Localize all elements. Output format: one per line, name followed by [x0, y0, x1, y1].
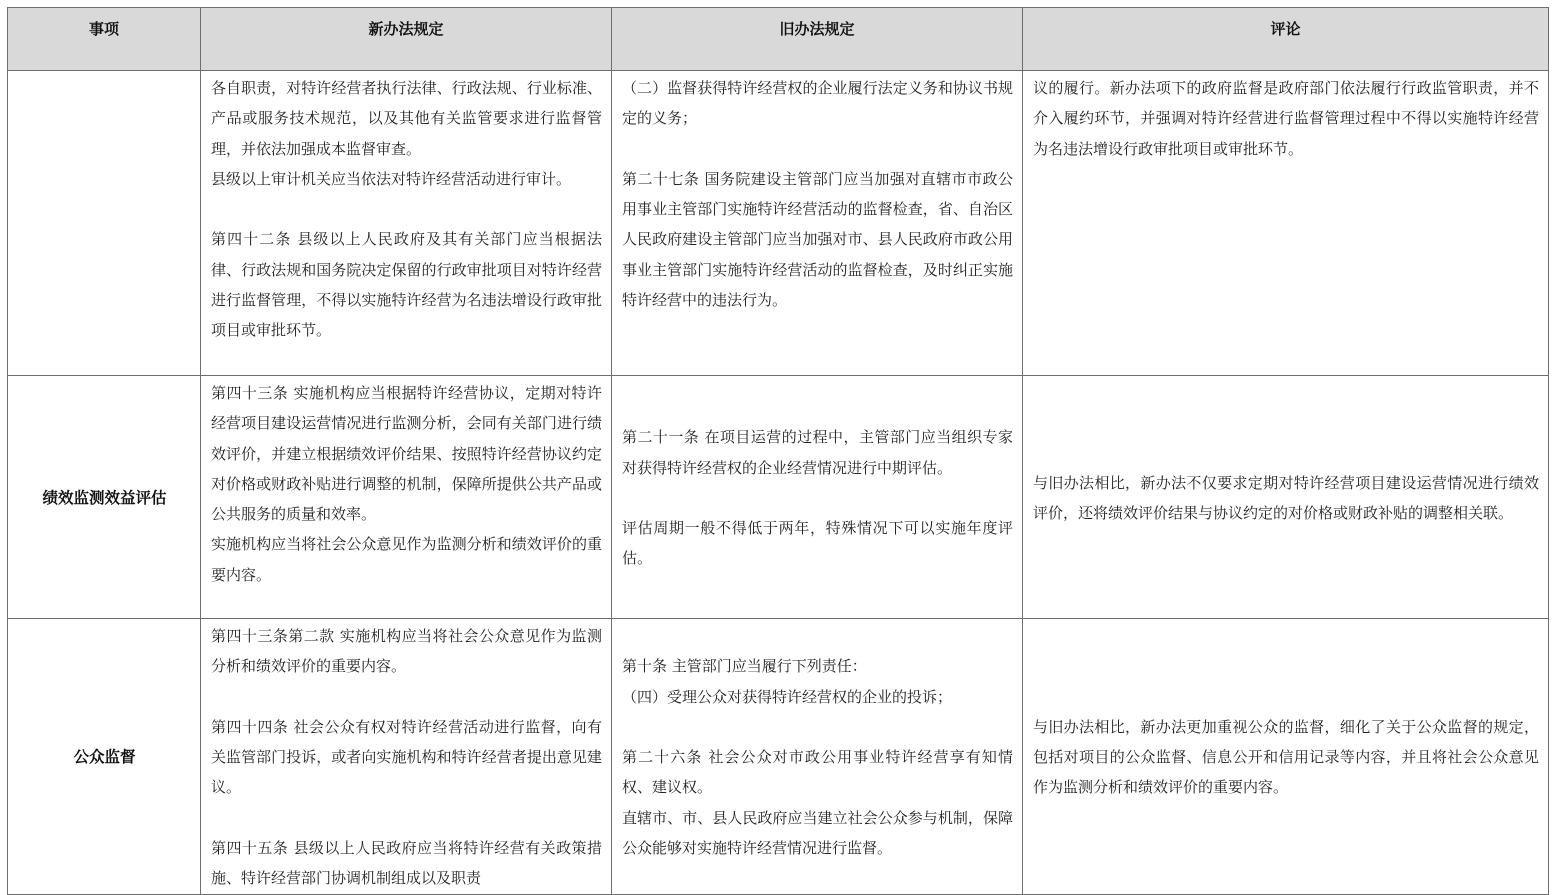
new-rules-cell	[201, 376, 612, 619]
old-rules-cell	[612, 376, 1023, 619]
old-rules-paragraph: 评估周期一般不得低于两年，特殊情况下可以实施年度评估。	[622, 519, 1013, 568]
item-cell: 公众监督	[8, 619, 201, 895]
paragraph-gap	[622, 712, 1013, 742]
new-rules-paragraph: 县级以上审计机关应当依法对特许经营活动进行审计。	[211, 169, 572, 188]
item-cell	[8, 71, 201, 376]
comment-paragraph: 与旧办法相比，新办法更加重视公众的监督，细化了关于公众监督的规定，包括对项目的公众监督、信息公开和信用记录等内容，并且将社会公众意见作为监测分析和绩效评价的重要内容。	[1033, 717, 1539, 797]
paragraph-gap	[622, 134, 1013, 164]
paragraph-gap	[211, 803, 602, 833]
old-rules-paragraph: 第二十六条 社会公众对市政公用事业特许经营享有知情权、建议权。	[622, 748, 1013, 797]
new-rules-paragraph: 第四十四条 社会公众有权对特许经营活动进行监督，向有关监管部门投诉，或者向实施机构和特许经营者提出意见建议。	[211, 717, 602, 797]
comment-paragraph: 议的履行。新办法项下的政府监督是政府部门依法履行行政监管职责，并不介入履约环节，并强调对特许经营进行监督管理过程中不得以实施特许经营为名违法增设行政审批项目或审批环节。	[1033, 79, 1539, 158]
comparison-table	[7, 7, 1549, 895]
header-new-rules: 新办法规定	[201, 8, 612, 71]
header-comment: 评论	[1023, 8, 1549, 71]
table-row	[8, 376, 1549, 619]
old-rules-cell	[612, 71, 1023, 376]
old-rules-paragraph: 第二十一条 在项目运营的过程中，主管部门应当组织专家对获得特许经营权的企业经营情况进行中期评估。	[622, 428, 1013, 477]
comment-cell	[1023, 376, 1549, 619]
new-rules-paragraph: 第四十三条第二款 实施机构应当将社会公众意见作为监测分析和绩效评价的重要内容。	[211, 627, 602, 676]
paragraph-gap	[622, 483, 1013, 513]
header-item: 事项	[8, 8, 201, 71]
old-rules-paragraph: 第十条 主管部门应当履行下列责任：	[622, 657, 867, 676]
table-row	[8, 619, 1549, 895]
old-rules-paragraph: 第二十七条 国务院建设主管部门应当加强对直辖市市政公用事业主管部门实施特许经营活动的监督检查，省、自治区人民政府建设主管部门应当加强对市、县人民政府市政公用事业主管部门实施特许经营活动的监督检查，及时纠正实施特许经营中的违法行为。	[622, 169, 1013, 310]
new-rules-paragraph: 第四十二条 县级以上人民政府及其有关部门应当根据法律、行政法规和国务院决定保留的行政审批项目对特许经营进行监督管理，不得以实施特许经营为名违法增设行政审批项目或审批环节。	[211, 230, 602, 340]
table-row	[8, 71, 1549, 376]
new-rules-cell	[201, 619, 612, 895]
paragraph-gap	[211, 682, 602, 712]
old-rules-paragraph: 直辖市、市、县人民政府应当建立社会公众参与机制，保障公众能够对实施特许经营情况进行监督。	[622, 808, 1013, 858]
paragraph-gap	[211, 194, 602, 224]
new-rules-cell	[201, 71, 612, 376]
old-rules-cell	[612, 619, 1023, 895]
new-rules-paragraph: 各自职责，对特许经营者执行法律、行政法规、行业标准、产品或服务技术规范，以及其他有关监管要求进行监督管理，并依法加强成本监督审查。	[211, 79, 602, 158]
header-old-rules: 旧办法规定	[612, 8, 1023, 71]
item-cell: 绩效监测效益评估	[8, 376, 201, 619]
new-rules-paragraph: 第四十三条 实施机构应当根据特许经营协议，定期对特许经营项目建设运营情况进行监测分析，会同有关部门进行绩效评价，并建立根据绩效评价结果、按照特许经营协议约定对价格或财政补贴进行调整的机制，保障所提供公共产品或公共服务的质量和效率。	[211, 384, 602, 524]
comment-paragraph: 与旧办法相比，新办法不仅要求定期对特许经营项目建设运营情况进行绩效评价，还将绩效评价结果与协议约定的对价格或财政补贴的调整相关联。	[1033, 473, 1539, 522]
new-rules-paragraph: 第四十五条 县级以上人民政府应当将特许经营有关政策措施、特许经营部门协调机制组成以及职责	[211, 839, 602, 888]
new-rules-paragraph: 实施机构应当将社会公众意见作为监测分析和绩效评价的重要内容。	[211, 535, 602, 584]
comment-cell	[1023, 71, 1549, 376]
old-rules-paragraph: （二）监督获得特许经营权的企业履行法定义务和协议书规定的义务；	[622, 79, 1013, 128]
old-rules-paragraph: （四）受理公众对获得特许经营权的企业的投诉；	[622, 687, 953, 706]
comment-cell	[1023, 619, 1549, 895]
header-row	[8, 8, 1549, 71]
